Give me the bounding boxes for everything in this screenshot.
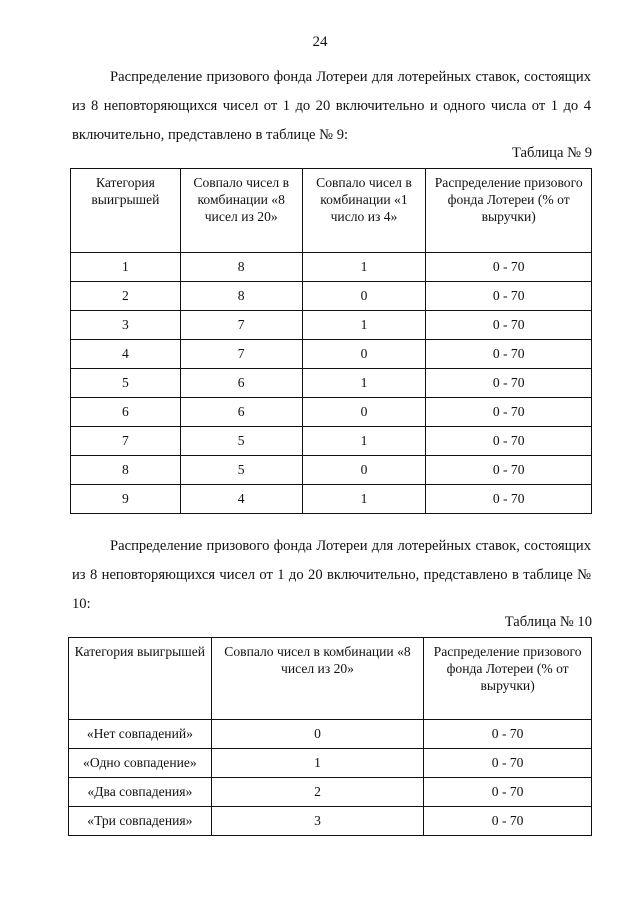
table-cell: 0 (302, 340, 426, 369)
table-cell: 0 - 70 (426, 282, 592, 311)
table-cell: 3 (211, 807, 424, 836)
table-cell: 7 (180, 340, 302, 369)
paragraph-text: Распределение призового фонда Лотереи для лотерейных ставок, состоящих из 8 неповторяющихся чисел от 1 до 20 включительно, представлено в таблице № 10: (72, 538, 591, 612)
table-cell: 1 (211, 749, 424, 778)
table-cell: 0 - 70 (426, 369, 592, 398)
table-cell: 5 (180, 456, 302, 485)
table-cell: 0 (302, 398, 426, 427)
table9-header-matched-1of4: Совпало чисел в комбинации «1 число из 4» (302, 169, 426, 253)
table-row (69, 720, 592, 749)
table-cell: 0 - 70 (426, 311, 592, 340)
page-number: 24 (312, 34, 328, 50)
table-cell: 0 - 70 (426, 340, 592, 369)
table-cell: 5 (180, 427, 302, 456)
table-cell: 0 - 70 (424, 720, 592, 749)
table-cell: 2 (71, 282, 181, 311)
table-cell: 8 (180, 282, 302, 311)
table-cell: 0 - 70 (424, 807, 592, 836)
table-cell: 0 - 70 (426, 485, 592, 514)
table-cell: 0 (211, 720, 424, 749)
table-row (71, 485, 592, 514)
table-row (71, 369, 592, 398)
table9-header-matched-8of20: Совпало чисел в комбинации «8 чисел из 20» (180, 169, 302, 253)
table-cell: 7 (180, 311, 302, 340)
table-cell: 0 (302, 282, 426, 311)
table-row (71, 456, 592, 485)
table10-header-category: Категория выигрышей (69, 638, 212, 720)
paragraph-text: Распределение призового фонда Лотереи для лотерейных ставок, состоящих из 8 неповторяющихся чисел от 1 до 20 включительно и одного числа от 1 до 4 включительно, представлено в таблице № 9: (72, 69, 591, 143)
table-cell: 0 - 70 (426, 427, 592, 456)
table9-header-prize-distribution: Распределение призового фонда Лотереи (% от выручки) (426, 169, 592, 253)
table-row (69, 807, 592, 836)
table-row (71, 398, 592, 427)
table-cell: 4 (71, 340, 181, 369)
table9-caption: Таблица № 9 (512, 145, 592, 161)
table-cell: «Нет совпадений» (69, 720, 212, 749)
table-cell: 1 (302, 253, 426, 282)
table-cell: 0 - 70 (426, 456, 592, 485)
table-cell: 1 (302, 369, 426, 398)
table-cell: 6 (71, 398, 181, 427)
table-cell: 0 - 70 (426, 253, 592, 282)
table-cell: 6 (180, 398, 302, 427)
table-row (71, 311, 592, 340)
table-cell: «Два совпадения» (69, 778, 212, 807)
table-cell: 5 (71, 369, 181, 398)
paragraph-table10-intro (72, 532, 591, 619)
table-row (71, 253, 592, 282)
table-cell: 1 (71, 253, 181, 282)
table-row (71, 427, 592, 456)
table-cell: 4 (180, 485, 302, 514)
table-cell: 0 - 70 (424, 778, 592, 807)
table-10 (68, 637, 592, 836)
table-cell: 9 (71, 485, 181, 514)
table-cell: 2 (211, 778, 424, 807)
table-row (71, 282, 592, 311)
table10-header-matched-8of20: Совпало чисел в комбинации «8 чисел из 20» (211, 638, 424, 720)
table-row (69, 778, 592, 807)
table-cell: 0 - 70 (424, 749, 592, 778)
table-cell: «Три совпадения» (69, 807, 212, 836)
table-cell: 1 (302, 427, 426, 456)
table-cell: 6 (180, 369, 302, 398)
table-cell: 0 - 70 (426, 398, 592, 427)
table-cell: 1 (302, 485, 426, 514)
table-cell: 0 (302, 456, 426, 485)
table-cell: 8 (71, 456, 181, 485)
paragraph-table9-intro (72, 63, 591, 150)
table-cell: 3 (71, 311, 181, 340)
table9-header-category: Категория выигрышей (71, 169, 181, 253)
table-cell: 7 (71, 427, 181, 456)
table-row (69, 749, 592, 778)
table-cell: «Одно совпадение» (69, 749, 212, 778)
table10-caption: Таблица № 10 (504, 614, 592, 630)
table-cell: 1 (302, 311, 426, 340)
table10-header-prize-distribution: Распределение призового фонда Лотереи (% от выручки) (424, 638, 592, 720)
table-9 (70, 168, 592, 514)
table-row (71, 340, 592, 369)
table-cell: 8 (180, 253, 302, 282)
